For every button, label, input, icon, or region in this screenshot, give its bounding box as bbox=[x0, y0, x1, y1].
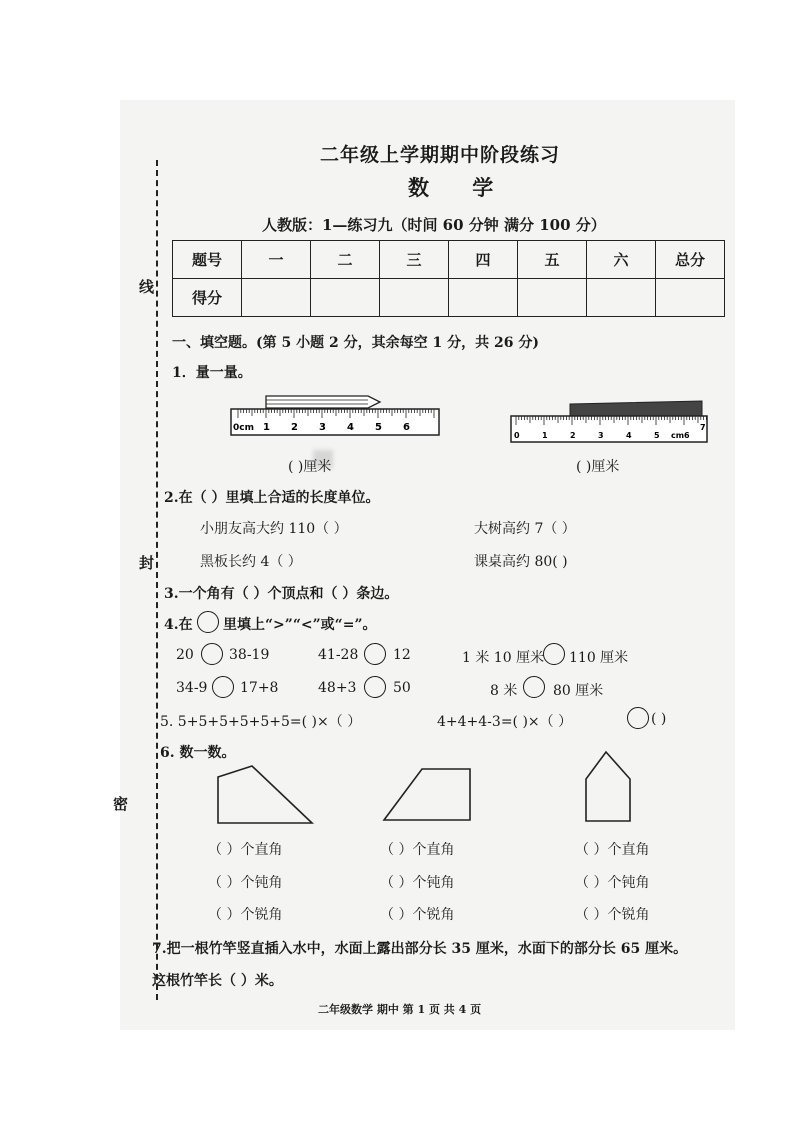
col-1: 一 bbox=[242, 241, 311, 279]
score-cell[interactable] bbox=[656, 279, 725, 317]
score-table-header-row bbox=[173, 241, 725, 279]
q4-left: 8 米 bbox=[490, 683, 518, 699]
q2-item-a[interactable]: 小朋友高大约 110（ ） bbox=[200, 521, 348, 537]
q1-answer-1[interactable]: ( )厘米 bbox=[288, 459, 332, 475]
q6-obtuse-1[interactable]: （ ）个钝角 bbox=[208, 875, 283, 891]
q6-acute-1[interactable]: （ ）个锐角 bbox=[208, 907, 283, 923]
ruler-pencil-figure bbox=[230, 392, 442, 438]
ruler2-num: 5 bbox=[654, 431, 660, 440]
q4-right: 80 厘米 bbox=[553, 683, 604, 699]
version-line: 人教版：1—练习九（时间 60 分钟 满分 100 分） bbox=[262, 216, 606, 234]
example-circle bbox=[197, 611, 219, 633]
ruler1-unit: 0cm bbox=[233, 423, 254, 433]
q6-right-1[interactable]: （ ）个直角 bbox=[208, 842, 283, 858]
section1-heading: 一、填空题。(第 5 小题 2 分，其余每空 1 分，共 26 分) bbox=[172, 335, 539, 351]
side-label-xian: 线 bbox=[139, 278, 155, 296]
q1-title: 1．量一量。 bbox=[172, 365, 252, 381]
col-3: 三 bbox=[380, 241, 449, 279]
ruler2-num: 0 bbox=[514, 431, 520, 440]
q6-obtuse-2[interactable]: （ ）个钝角 bbox=[380, 875, 455, 891]
ruler2-num: 3 bbox=[598, 431, 604, 440]
shape-trapezoid bbox=[380, 766, 480, 826]
col-6: 六 bbox=[587, 241, 656, 279]
shape-trapezoid-right bbox=[210, 763, 315, 827]
q2-item-c[interactable]: 黑板长约 4（ ） bbox=[200, 554, 302, 570]
q4-left: 34-9 bbox=[176, 680, 208, 696]
ruler2-num: 4 bbox=[626, 431, 632, 440]
score-cell[interactable] bbox=[449, 279, 518, 317]
q5-expr-a[interactable]: 5. 5+5+5+5+5+5=( )×（ ） bbox=[160, 714, 362, 730]
q4-right: 50 bbox=[393, 680, 411, 696]
ruler2-cm: cm bbox=[671, 431, 685, 440]
q4-right: 110 厘米 bbox=[569, 650, 629, 666]
compare-circle[interactable] bbox=[364, 643, 386, 665]
q4-title-b: 里填上“>”“<”或“=”。 bbox=[223, 617, 377, 633]
q4-title-a: 4.在 bbox=[164, 617, 193, 633]
score-table bbox=[172, 240, 725, 317]
shape-pentagon bbox=[582, 749, 636, 825]
ruler-bar-figure bbox=[510, 398, 710, 446]
q2-item-d[interactable]: 课桌高约 80( ) bbox=[474, 554, 568, 570]
score-cell[interactable] bbox=[242, 279, 311, 317]
ruler1-num: 3 bbox=[319, 422, 326, 433]
compare-circle[interactable] bbox=[543, 643, 565, 665]
score-cell[interactable] bbox=[518, 279, 587, 317]
score-head: 得分 bbox=[173, 279, 242, 317]
col-4: 四 bbox=[449, 241, 518, 279]
col-2: 二 bbox=[311, 241, 380, 279]
q4-right: 12 bbox=[393, 647, 411, 663]
ruler1-num: 1 bbox=[263, 422, 270, 433]
page-footer: 二年级数学 期中 第 1 页 共 4 页 bbox=[318, 1003, 482, 1016]
col-total: 总分 bbox=[656, 241, 725, 279]
q5-expr-b[interactable]: 4+4+4-3=( )×（ ） bbox=[437, 714, 573, 730]
q6-acute-3[interactable]: （ ）个锐角 bbox=[575, 907, 650, 923]
ruler1-num: 4 bbox=[347, 422, 354, 433]
ruler2-num: 7 bbox=[700, 423, 706, 432]
q5-expr-c[interactable]: ( ) bbox=[651, 711, 667, 727]
side-label-mi: 密 bbox=[113, 795, 129, 813]
q4-left: 20 bbox=[176, 647, 194, 663]
ruler1-num: 5 bbox=[375, 422, 382, 433]
ruler2-num: 2 bbox=[570, 431, 576, 440]
score-cell[interactable] bbox=[380, 279, 449, 317]
q4-right: 38-19 bbox=[229, 647, 270, 663]
q6-right-3[interactable]: （ ）个直角 bbox=[575, 842, 650, 858]
q6-title: 6. 数一数。 bbox=[160, 745, 236, 761]
score-cell[interactable] bbox=[587, 279, 656, 317]
col-5: 五 bbox=[518, 241, 587, 279]
compare-circle[interactable] bbox=[201, 643, 223, 665]
page-title: 二年级上学期期中阶段练习 bbox=[320, 144, 561, 166]
q2-item-b[interactable]: 大树高约 7（ ） bbox=[474, 521, 576, 537]
q4-left: 48+3 bbox=[318, 680, 357, 696]
q4-right: 17+8 bbox=[240, 680, 279, 696]
q1-answer-2[interactable]: ( )厘米 bbox=[576, 459, 620, 475]
pencil-shape bbox=[266, 396, 380, 408]
q7-line1: 7.把一根竹竿竖直插入水中，水面上露出部分长 35 厘米，水面下的部分长 65 厘米。 bbox=[152, 941, 688, 957]
q3-title: 3.一个角有（ ）个顶点和（ ）条边。 bbox=[164, 586, 399, 602]
score-table-score-row bbox=[173, 279, 725, 317]
score-cell[interactable] bbox=[311, 279, 380, 317]
dark-bar-shape bbox=[570, 401, 702, 416]
ruler2-num: 6 bbox=[684, 431, 690, 440]
subject-title: 数 学 bbox=[408, 175, 512, 200]
compare-circle[interactable] bbox=[627, 707, 649, 729]
row-head: 题号 bbox=[173, 241, 242, 279]
ruler1-num: 6 bbox=[403, 422, 410, 433]
q7-line2[interactable]: 这根竹竿长（ ）米。 bbox=[152, 973, 283, 989]
q6-obtuse-3[interactable]: （ ）个钝角 bbox=[575, 875, 650, 891]
q6-right-2[interactable]: （ ）个直角 bbox=[380, 842, 455, 858]
ruler2-num: 1 bbox=[542, 431, 548, 440]
q6-acute-2[interactable]: （ ）个锐角 bbox=[380, 907, 455, 923]
q4-left: 41-28 bbox=[318, 647, 359, 663]
q4-left: 1 米 10 厘米 bbox=[462, 650, 545, 666]
ruler1-num: 2 bbox=[291, 422, 298, 433]
side-label-feng: 封 bbox=[139, 554, 155, 572]
compare-circle[interactable] bbox=[212, 676, 234, 698]
compare-circle[interactable] bbox=[364, 676, 386, 698]
compare-circle[interactable] bbox=[523, 676, 545, 698]
q2-title: 2.在（ ）里填上合适的长度单位。 bbox=[164, 490, 380, 506]
